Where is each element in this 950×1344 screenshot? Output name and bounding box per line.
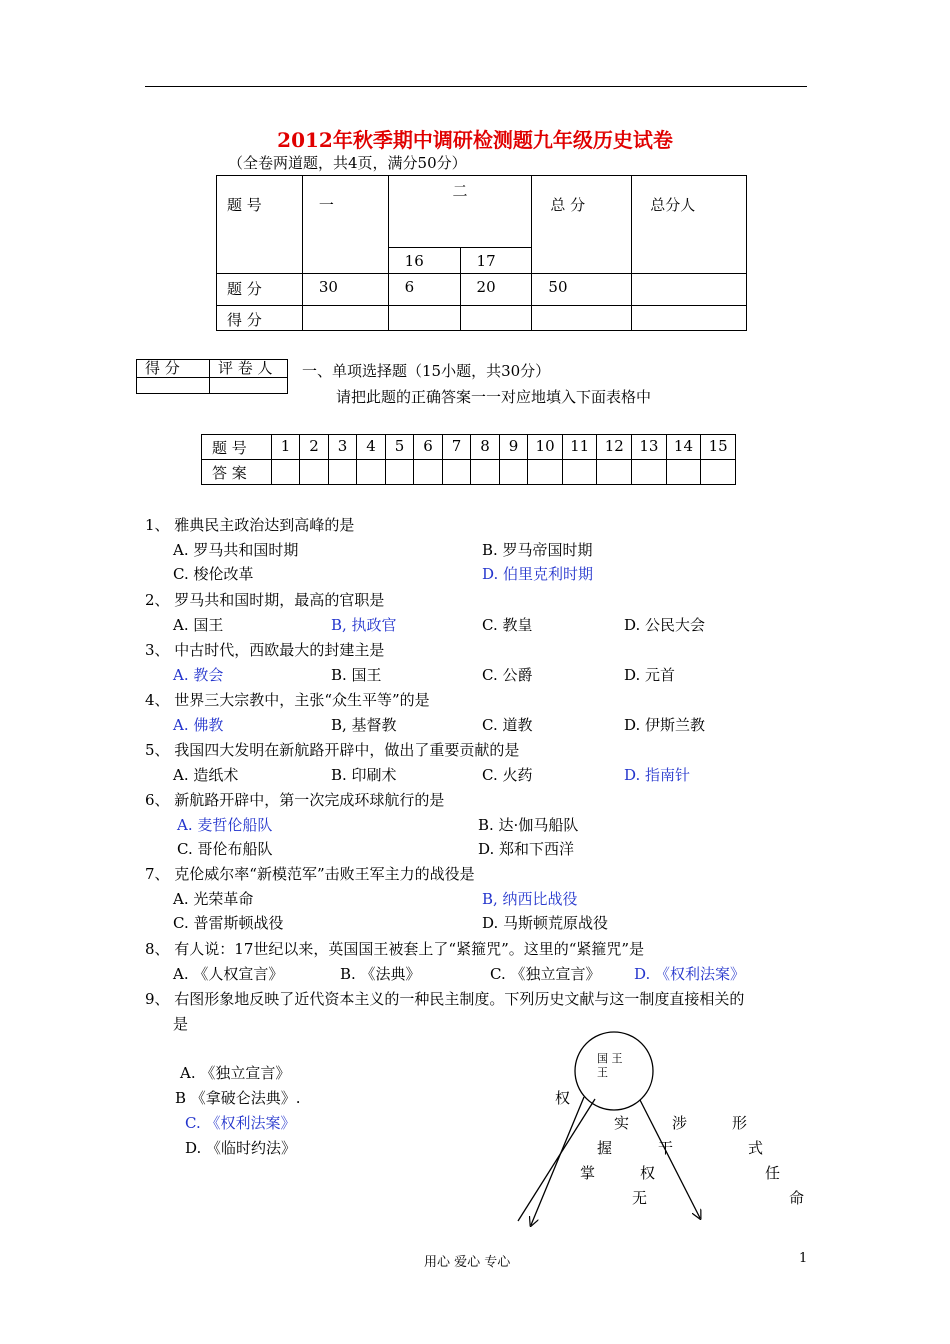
question-4-option-c: C. 道教 bbox=[482, 715, 533, 734]
diagram-char-right-2: 干 bbox=[658, 1139, 674, 1157]
question-5-option-d: D. 指南针 bbox=[624, 765, 691, 784]
question-2-option-a: A. 国王 bbox=[173, 615, 224, 634]
score-header-total: 总 分 bbox=[532, 176, 632, 274]
score-header-one: 一 bbox=[302, 176, 388, 274]
answer-grid-number-label: 题 号 bbox=[202, 435, 272, 460]
section-heading: 一、单项选择题（15小题，共30分） bbox=[302, 362, 551, 380]
question-8-option-a: A. 《人权宣言》 bbox=[173, 964, 284, 983]
question-5-option-b: B. 印刷术 bbox=[331, 765, 397, 784]
diagram-char-left-2: 实 bbox=[614, 1114, 630, 1132]
score-header-label: 题 号 bbox=[217, 176, 303, 274]
question-6-option-d: D. 郑和下西洋 bbox=[478, 840, 575, 859]
question-8-option-c: C. 《独立宣言》 bbox=[490, 964, 601, 983]
score-header-grader: 总分人 bbox=[632, 176, 747, 274]
question-7-option-a: A. 光荣革命 bbox=[173, 889, 254, 908]
question-6-option-a: A. 麦哲伦船队 bbox=[177, 815, 273, 834]
diagram-char-right-3: 形 bbox=[732, 1114, 748, 1132]
question-6-option-c: C. 哥伦布船队 bbox=[177, 840, 273, 859]
question-8-option-d: D. 《权利法案》 bbox=[634, 964, 746, 983]
question-stem-2: 2、 罗马共和国时期，最高的官职是 bbox=[145, 591, 385, 609]
answer-grid-number-12: 12 bbox=[597, 435, 632, 460]
question-2-option-c: C. 教皇 bbox=[482, 615, 533, 634]
answer-grid-number-6: 6 bbox=[414, 435, 443, 460]
diagram-char-right-6: 命 bbox=[789, 1189, 805, 1207]
circle-label-king: 国 王 bbox=[597, 1052, 623, 1065]
answer-grid-number-10: 10 bbox=[528, 435, 563, 460]
question-stem-1: 1、 雅典民主政治达到高峰的是 bbox=[145, 516, 355, 534]
diagram-char-right-5: 任 bbox=[765, 1164, 781, 1182]
question-2-option-b: B, 执政官 bbox=[331, 615, 397, 634]
arrow-to-parliament bbox=[531, 1097, 584, 1225]
answer-grid-number-9: 9 bbox=[499, 435, 528, 460]
page-subtitle: （全卷两道题，共4页，满分50分） bbox=[228, 154, 467, 172]
grader-person-label: 评 卷 人 bbox=[210, 360, 288, 378]
score-points-17: 20 bbox=[460, 274, 532, 306]
diagram-char-left-6: 无 bbox=[632, 1189, 648, 1207]
question-stem-9: 9、 右图形象地反映了近代资本主义的一种民主制度。下列历史文献与这一制度直接相关的 bbox=[145, 990, 745, 1008]
question-3-option-c: C. 公爵 bbox=[482, 665, 533, 684]
score-points-one: 30 bbox=[302, 274, 388, 306]
question-5-option-c: C. 火药 bbox=[482, 765, 533, 784]
question-stem-8: 8、 有人说：17世纪以来，英国国王被套上了“紧箍咒”。这里的“紧箍咒”是 bbox=[145, 940, 645, 958]
answer-grid-number-7: 7 bbox=[442, 435, 471, 460]
question-8-option-b: B. 《法典》 bbox=[340, 964, 421, 983]
answer-grid-number-3: 3 bbox=[328, 435, 357, 460]
question-1-option-b: B. 罗马帝国时期 bbox=[482, 540, 593, 559]
question-stem-3: 3、 中古时代，西欧最大的封建主是 bbox=[145, 641, 385, 659]
section-instruction: 请把此题的正确答案一一对应地填入下面表格中 bbox=[336, 388, 652, 406]
king-circle bbox=[575, 1032, 653, 1110]
answer-grid-number-14: 14 bbox=[666, 435, 701, 460]
diagram-char-left-3: 握 bbox=[597, 1139, 613, 1157]
score-points-16: 6 bbox=[388, 274, 460, 306]
question-stem-5: 5、 我国四大发明在新航路开辟中，做出了重要贡献的是 bbox=[145, 741, 520, 759]
question-9-option-a: A. 《独立宣言》 bbox=[180, 1064, 291, 1082]
question-4-option-a: A. 佛教 bbox=[173, 715, 224, 734]
score-points-label: 题 分 bbox=[217, 274, 303, 306]
question-3-option-a: A. 教会 bbox=[173, 665, 224, 684]
answer-grid-number-13: 13 bbox=[632, 435, 667, 460]
question-stem-6: 6、 新航路开辟中，第一次完成环球航行的是 bbox=[145, 791, 445, 809]
answer-grid-number-8: 8 bbox=[471, 435, 500, 460]
question-1-option-a: A. 罗马共和国时期 bbox=[173, 540, 299, 559]
diagram-char-left-5: 权 bbox=[640, 1164, 656, 1182]
question-5-option-a: A. 造纸术 bbox=[173, 765, 239, 784]
question-9-option-d: D. 《临时约法》 bbox=[185, 1139, 297, 1157]
answer-grid-number-15: 15 bbox=[701, 435, 736, 460]
question-4-option-b: B, 基督教 bbox=[331, 715, 397, 734]
diagram-char-left-1: 权 bbox=[555, 1089, 571, 1107]
question-6-option-b: B. 达·伽马船队 bbox=[478, 815, 579, 834]
question-4-option-d: D. 伊斯兰教 bbox=[624, 715, 706, 734]
answer-grid-number-1: 1 bbox=[271, 435, 300, 460]
question-9-option-b: B 《拿破仑法典》. bbox=[175, 1089, 301, 1107]
arrow-to-cabinet bbox=[640, 1100, 700, 1218]
answer-grid-number-5: 5 bbox=[385, 435, 414, 460]
score-points-total: 50 bbox=[532, 274, 632, 306]
question-stem-7: 7、 克伦威尔率“新模范军”击败王军主力的战役是 bbox=[145, 865, 475, 883]
question-stem-4: 4、 世界三大宗教中，主张“众生平等”的是 bbox=[145, 691, 430, 709]
question-7-option-c: C. 普雷斯顿战役 bbox=[173, 914, 284, 933]
score-sub-16: 16 bbox=[388, 248, 460, 274]
circle-label-king-2: 王 bbox=[597, 1066, 608, 1079]
diagram-char-right-1: 涉 bbox=[672, 1114, 688, 1132]
diagram-char-right-4: 式 bbox=[748, 1139, 764, 1157]
answer-grid-number-4: 4 bbox=[357, 435, 386, 460]
score-header-two: 二 bbox=[388, 176, 532, 248]
score-sub-17: 17 bbox=[460, 248, 532, 274]
score-got-label: 得 分 bbox=[217, 306, 303, 331]
question-1-option-d: D. 伯里克利时期 bbox=[482, 565, 594, 584]
arrow-left-line bbox=[518, 1099, 595, 1221]
answer-grid-number-11: 11 bbox=[562, 435, 597, 460]
question-7-option-d: D. 马斯顿荒原战役 bbox=[482, 914, 609, 933]
answer-grid-answer-label: 答 案 bbox=[202, 460, 272, 485]
answer-grid-number-2: 2 bbox=[300, 435, 329, 460]
question-stem-9-cont: 是 bbox=[173, 1014, 189, 1033]
grader-score-label: 得 分 bbox=[137, 360, 210, 378]
page-title: 2012年秋季期中调研检测题九年级历史试卷 bbox=[277, 128, 673, 152]
question-3-option-d: D. 元首 bbox=[624, 665, 676, 684]
question-9-option-c: C. 《权利法案》 bbox=[185, 1114, 296, 1132]
question-1-option-c: C. 梭伦改革 bbox=[173, 565, 254, 584]
question-2-option-d: D. 公民大会 bbox=[624, 615, 706, 634]
question-3-option-b: B. 国王 bbox=[331, 665, 382, 684]
diagram-char-left-4: 掌 bbox=[580, 1164, 596, 1182]
footer-motto: 用心 爱心 专心 bbox=[424, 1255, 511, 1270]
page-number: 1 bbox=[799, 1251, 808, 1266]
question-7-option-b: B, 纳西比战役 bbox=[482, 889, 578, 908]
